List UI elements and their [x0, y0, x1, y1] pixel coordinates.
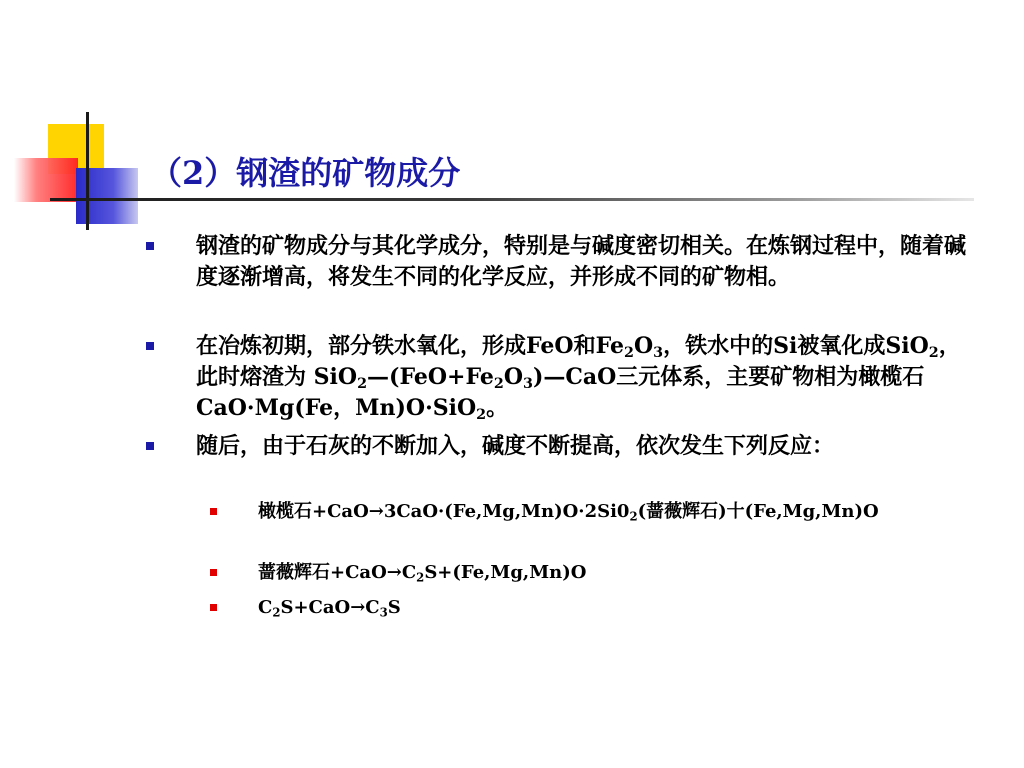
red-square-bullet-icon [210, 508, 217, 515]
reaction-item [258, 560, 898, 585]
square-bullet-icon [146, 342, 154, 350]
bullet-text: 在冶炼初期，部分铁水氧化，形成FeO和$Fe_2O_3$，铁水中的Si被氧化成SiO$_2$，此时熔渣为 $SiO_2—(FeO+Fe_2O_3)—CaO$三元体系，主要矿物相为橄榄石CaO·Mg(Fe，Mn)O·SiO$_2$。 [196, 333, 961, 423]
bullet-item [196, 331, 976, 424]
bullet-text: 随后，由于石灰的不断加入，碱度不断提高，依次发生下列反应： [196, 433, 835, 459]
reaction-item [258, 499, 898, 524]
bullet-text: 钢渣的矿物成分与其化学成分，特别是与碱度密切相关。在炼钢过程中，随着碱度逐渐增高，将发生不同的化学反应，并形成不同的矿物相。 [196, 233, 967, 290]
reaction-text: $C_2S+CaO\to C_3S$ [258, 597, 401, 620]
reaction-text: 橄榄石$+CaO\to 3CaO\cdot(Fe,Mg,Mn)O\cdot 2Si0_2$(蔷薇辉石)十(Fe,Mg,Mn)O [258, 501, 879, 524]
bullet-item [196, 431, 976, 462]
square-bullet-icon [146, 442, 154, 450]
red-square-bullet-icon [210, 604, 217, 611]
slide-title: （2）钢渣的矿物成分 [150, 154, 461, 192]
reaction-item [258, 595, 898, 620]
reaction-text: 蔷薇辉石$+CaO\to C_2S+(Fe,Mg,Mn)O$ [258, 562, 587, 585]
bullet-item [196, 231, 976, 293]
red-square-bullet-icon [210, 569, 217, 576]
square-bullet-icon [146, 242, 154, 250]
